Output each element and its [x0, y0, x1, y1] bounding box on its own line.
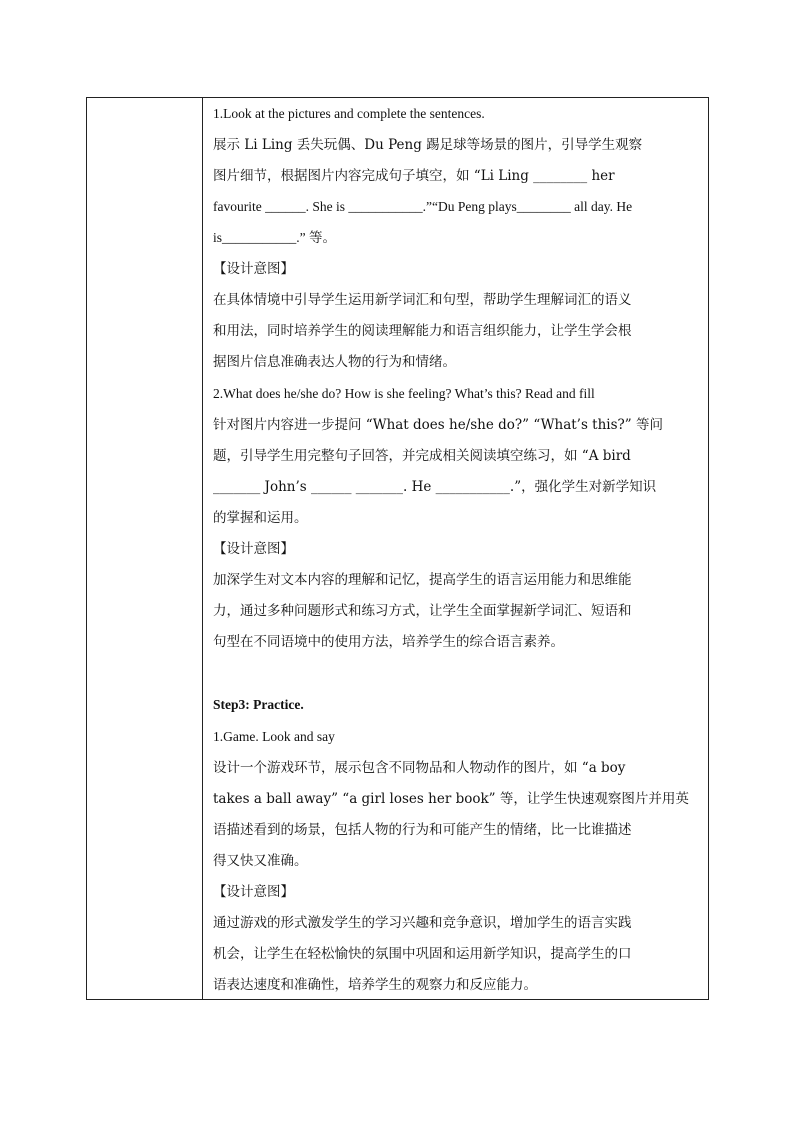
text-line: favourite ______. She is ___________.”“Du Peng plays________ all day. He [213, 199, 633, 214]
text-line: 机会，让学生在轻松愉快的氛围中巩固和运用新学知识，提高学生的口 [213, 946, 632, 962]
text-line: 力，通过多种问题形式和练习方式，让学生全面掌握新学词汇、短语和 [213, 603, 632, 619]
text-line: 在具体情境中引导学生运用新学词汇和句型，帮助学生理解词汇的语义 [213, 292, 632, 308]
text-line: 1.Look at the pictures and complete the sentences. [213, 106, 485, 121]
left-column-cell [87, 98, 203, 999]
text-line: 展示 Li Ling 丢失玩偶、Du Peng 踢足球等场景的图片，引导学生观察 [213, 137, 643, 153]
text-line: 据图片信息准确表达人物的行为和情绪。 [213, 354, 456, 370]
text-line: 语表达速度和准确性，培养学生的观察力和反应能力。 [213, 977, 537, 993]
text-line: _______ John’s ______ _______. He ___________.”，强化学生对新学知识 [213, 479, 657, 495]
text-line: 语描述看到的场景，包括人物的行为和可能产生的情绪，比一比谁描述 [213, 822, 632, 838]
text-line: 题，引导学生用完整句子回答，并完成相关阅读填空练习，如 “A bird [213, 448, 631, 464]
content-cell [203, 98, 708, 999]
text-line: 针对图片内容进一步提问 “What does he/she do?” “What’s this?” 等问 [213, 417, 663, 433]
text-line: is___________.” 等。 [213, 230, 336, 245]
text-line: takes a ball away” “a girl loses her book” 等，让学生快速观察图片并用英 [213, 791, 689, 807]
step-heading: Step3: Practice. [213, 697, 304, 712]
text-line: 句型在不同语境中的使用方法，培养学生的综合语言素养。 [213, 634, 564, 650]
lesson-plan-table [86, 97, 709, 1000]
section-label: 【设计意图】 [213, 884, 294, 900]
text-line: 加深学生对文本内容的理解和记忆，提高学生的语言运用能力和思维能 [213, 572, 632, 588]
text-line: 通过游戏的形式激发学生的学习兴趣和竞争意识，增加学生的语言实践 [213, 915, 632, 931]
text-line: 设计一个游戏环节，展示包含不同物品和人物动作的图片，如 “a boy [213, 760, 626, 776]
text-line: 1.Game. Look and say [213, 729, 335, 744]
section-label: 【设计意图】 [213, 261, 294, 277]
text-line: 的掌握和运用。 [213, 510, 308, 526]
text-line: 得又快又准确。 [213, 853, 308, 869]
text-line: 2.What does he/she do? How is she feeling? What’s this? Read and fill [213, 386, 595, 401]
section-label: 【设计意图】 [213, 541, 294, 557]
text-line: 图片细节，根据图片内容完成句子填空，如 “Li Ling ________ her [213, 168, 615, 184]
text-line: 和用法，同时培养学生的阅读理解能力和语言组织能力，让学生学会根 [213, 323, 632, 339]
